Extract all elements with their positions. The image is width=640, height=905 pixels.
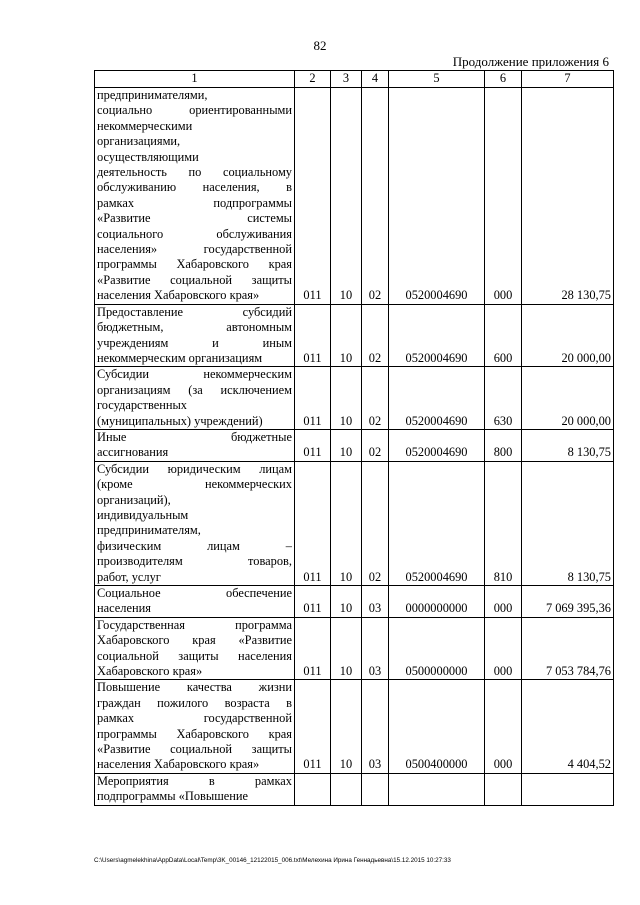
code-ministry: 011: [295, 88, 331, 305]
description-line: (кроме некоммерческих: [97, 477, 292, 492]
amount: 7 053 784,76: [522, 617, 614, 680]
row-description: [95, 88, 295, 305]
description-line: граждан пожилого возраста в: [97, 695, 292, 710]
amount: [522, 773, 614, 805]
description-line: Субсидии юридическим лицам: [97, 461, 292, 476]
file-path-footer: C:\Users\agmelekhina\AppData\Local\Temp\3K_00146_12122015_006.txt\Мелехина Ирина Геннадьевна\15.12.2015 10:27:33: [94, 857, 451, 864]
description-line: некоммерческим организациям: [97, 350, 263, 365]
description-line: Хабаровского края»: [97, 664, 203, 679]
row-description: [95, 586, 295, 618]
code-target-article: 0500400000: [389, 680, 485, 773]
amount: 7 069 395,36: [522, 586, 614, 618]
description-line: физическим лицам –: [97, 538, 292, 553]
description-line: организациями,: [97, 134, 181, 149]
description-line: производителям товаров,: [97, 554, 292, 569]
continuation-caption: Продолжение приложения 6: [452, 54, 609, 69]
description-line: предпринимателями,: [97, 88, 208, 102]
description-line: социально ориентированными: [97, 103, 292, 118]
description-line: учреждениям и иным: [97, 335, 292, 350]
code-expense-type: 000: [485, 88, 522, 305]
code-section: 10: [331, 461, 362, 585]
description-line: обслуживанию населения, в: [97, 180, 292, 195]
description-line: предпринимателям,: [97, 523, 201, 538]
code-target-article: 0000000000: [389, 586, 485, 618]
header-col-6: 6: [485, 71, 522, 88]
code-subsection: [362, 773, 389, 805]
header-col-2: 2: [295, 71, 331, 88]
description-line: подпрограммы «Повышение: [97, 789, 248, 804]
code-expense-type: 800: [485, 429, 522, 461]
header-col-5: 5: [389, 71, 485, 88]
amount: 4 404,52: [522, 680, 614, 773]
description-line: Повышение качества жизни: [97, 680, 292, 695]
code-expense-type: 630: [485, 367, 522, 430]
table-row: [95, 773, 614, 805]
description-line: программы Хабаровского края: [97, 257, 292, 272]
code-ministry: 011: [295, 461, 331, 585]
description-line: Хабаровского края «Развитие: [97, 633, 292, 648]
description-line: населения Хабаровского края»: [97, 288, 260, 303]
code-subsection: 02: [362, 461, 389, 585]
description-line: Субсидии некоммерческим: [97, 367, 292, 382]
code-ministry: 011: [295, 367, 331, 430]
description-line: Государственная программа: [97, 617, 292, 632]
code-subsection: 03: [362, 617, 389, 680]
code-section: 10: [331, 88, 362, 305]
row-description: [95, 429, 295, 461]
table-row: [95, 461, 614, 585]
row-description: [95, 617, 295, 680]
amount: 8 130,75: [522, 461, 614, 585]
description-line: деятельность по социальному: [97, 165, 292, 180]
header-col-7: 7: [522, 71, 614, 88]
code-expense-type: 810: [485, 461, 522, 585]
description-line: ассигнования: [97, 445, 169, 460]
table-row: [95, 367, 614, 430]
code-section: 10: [331, 304, 362, 367]
description-line: осуществляющими: [97, 149, 199, 164]
amount: 20 000,00: [522, 367, 614, 430]
code-section: 10: [331, 680, 362, 773]
description-line: населения: [97, 601, 151, 616]
description-line: организациям (за исключением: [97, 382, 292, 397]
description-line: Иные бюджетные: [97, 429, 292, 444]
amount: 8 130,75: [522, 429, 614, 461]
code-section: 10: [331, 586, 362, 618]
code-subsection: 03: [362, 586, 389, 618]
description-line: населения» государственной: [97, 242, 292, 257]
code-subsection: 02: [362, 304, 389, 367]
description-line: рамках подпрограммы: [97, 195, 292, 210]
table-row: [95, 617, 614, 680]
budget-table: [94, 70, 614, 806]
code-subsection: 02: [362, 88, 389, 305]
description-line: организаций),: [97, 492, 171, 507]
code-expense-type: 000: [485, 617, 522, 680]
code-target-article: 0520004690: [389, 429, 485, 461]
table-row: [95, 88, 614, 305]
header-row: [95, 71, 614, 88]
description-line: социального обслуживания: [97, 226, 292, 241]
code-ministry: 011: [295, 680, 331, 773]
code-ministry: [295, 773, 331, 805]
row-description: [95, 773, 295, 805]
code-ministry: 011: [295, 429, 331, 461]
description-line: Предоставление субсидий: [97, 304, 292, 319]
code-target-article: [389, 773, 485, 805]
code-target-article: 0520004690: [389, 304, 485, 367]
table-row: [95, 680, 614, 773]
header-col-1: 1: [95, 71, 295, 88]
header-col-3: 3: [331, 71, 362, 88]
code-section: 10: [331, 367, 362, 430]
description-line: некоммерческими: [97, 118, 193, 133]
code-expense-type: 000: [485, 586, 522, 618]
code-expense-type: 600: [485, 304, 522, 367]
description-line: населения Хабаровского края»: [97, 757, 260, 772]
row-description: [95, 367, 295, 430]
description-line: «Развитие системы: [97, 211, 292, 226]
description-line: индивидуальным: [97, 507, 189, 522]
code-ministry: 011: [295, 586, 331, 618]
table-row: [95, 429, 614, 461]
code-target-article: 0520004690: [389, 367, 485, 430]
code-expense-type: [485, 773, 522, 805]
code-subsection: 02: [362, 429, 389, 461]
code-section: [331, 773, 362, 805]
amount: 20 000,00: [522, 304, 614, 367]
table-row: [95, 304, 614, 367]
code-target-article: 0520004690: [389, 88, 485, 305]
description-line: рамках государственной: [97, 711, 292, 726]
amount: 28 130,75: [522, 88, 614, 305]
description-line: работ, услуг: [97, 569, 161, 584]
description-line: социальной защиты населения: [97, 648, 292, 663]
code-subsection: 02: [362, 367, 389, 430]
description-line: программы Хабаровского края: [97, 726, 292, 741]
code-target-article: 0520004690: [389, 461, 485, 585]
code-section: 10: [331, 617, 362, 680]
code-expense-type: 000: [485, 680, 522, 773]
description-line: Социальное обеспечение: [97, 586, 292, 600]
code-ministry: 011: [295, 617, 331, 680]
description-line: (муниципальных) учреждений): [97, 413, 263, 428]
row-description: [95, 304, 295, 367]
code-subsection: 03: [362, 680, 389, 773]
page-number: 82: [313, 38, 327, 53]
header-col-4: 4: [362, 71, 389, 88]
row-description: [95, 680, 295, 773]
code-section: 10: [331, 429, 362, 461]
row-description: [95, 461, 295, 585]
description-line: бюджетным, автономным: [97, 320, 292, 335]
description-line: государственных: [97, 398, 188, 413]
description-line: «Развитие социальной защиты: [97, 272, 292, 287]
code-ministry: 011: [295, 304, 331, 367]
description-line: «Развитие социальной защиты: [97, 742, 292, 757]
table-row: [95, 586, 614, 618]
description-line: Мероприятия в рамках: [97, 773, 292, 788]
code-target-article: 0500000000: [389, 617, 485, 680]
